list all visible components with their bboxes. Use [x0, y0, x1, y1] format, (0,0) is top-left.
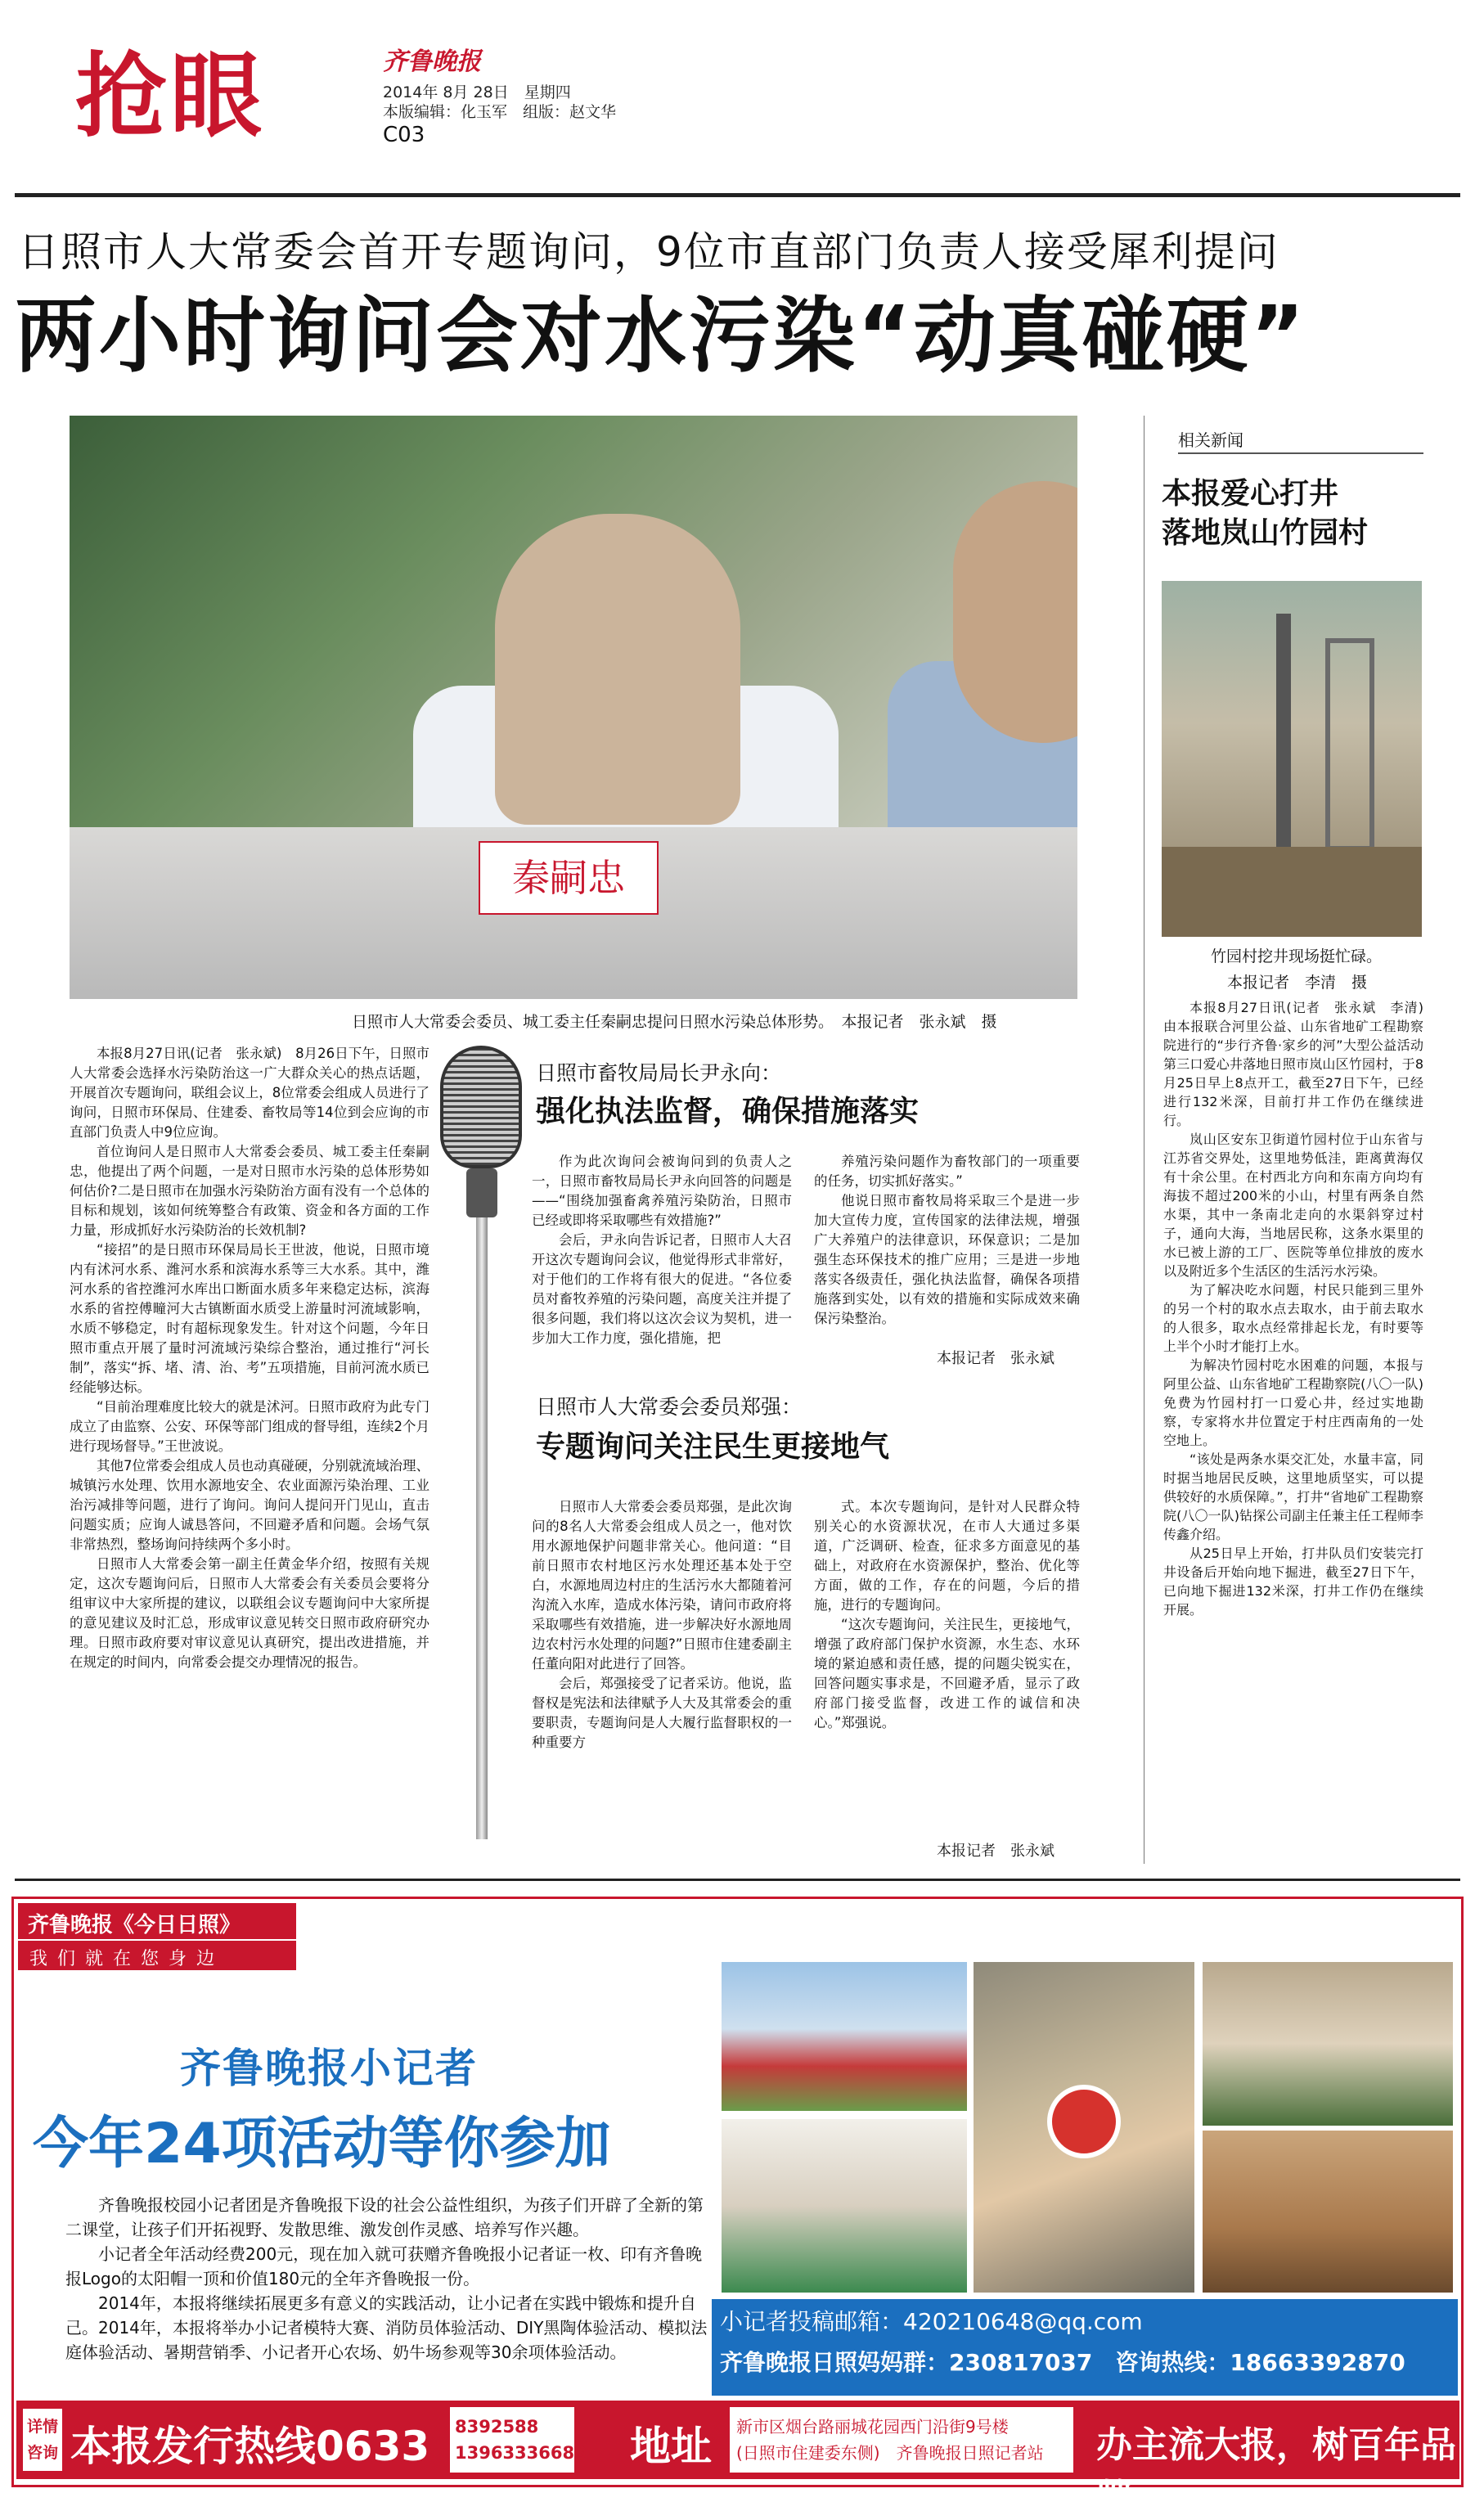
paragraph: 齐鲁晚报校园小记者团是齐鲁晚报下设的社会公益性组织，为孩子们开辟了全新的第二课堂，让孩子们开拓视野、发散思维、激发创作灵感、培养写作兴趣。 — [65, 2195, 704, 2239]
paragraph: 他说日照市畜牧局将采取三个是进一步加大宣传力度，宣传国家的法律法规，增强广大养殖户的法律意识，环保意识；二是加强生态环保技术的推广应用；三是进一步地落实各级责任，强化执法监督，确保各项措施落到实处，以有效的措施和实际成效来确保污染整治。 — [814, 1193, 1080, 1326]
paragraph: 为了解决吃水问题，村民只能到三里外的另一个村的取水点去取水，由于前去取水的人很多，取水点经常排起长龙，有时要等上半个小时才能打上水。 — [1163, 1282, 1423, 1354]
photo-caption: 日照市人大常委会委员、城工委主任秦嗣忠提问日照水污染总体形势。 本报记者 张永斌 摄 — [352, 1013, 997, 1031]
paragraph: “目前治理难度比较大的就是沭河。日照市政府为此专门成立了由监察、公安、环保等部门组成的督导组，连续2个月进行现场督导。”王世波说。 — [70, 1399, 429, 1454]
sub-story-2-title: 专题询问关注民生更接地气 — [536, 1430, 890, 1464]
contact-value: 230817037 — [949, 2349, 1093, 2376]
paragraph: 从25日早上开始，打井队员们安装完打井设备后开始向地下掘进，截至27日下午，已向地下掘进132米深，打井工作仍在继续开展。 — [1163, 1546, 1423, 1618]
paragraph: 岚山区安东卫街道竹园村位于山东省与江苏省交界处，这里地势低洼，距离黄海仅有十余公里。在村西北方向和东南方向均有海拔不超过200米的小山，村里有两条自然水渠，其中一条南北走向的水渠斜穿过村子，通向大海，当地居民称，这条水渠里的水已被上游的工厂、医院等单位排放的废水以及附近多个生活区的生活污水污染。 — [1163, 1132, 1423, 1279]
hotline-label: 本报发行热线0633 — [70, 2423, 430, 2470]
address-label: 地址 — [630, 2423, 712, 2470]
paragraph: 为解决竹园村吃水困难的问题，本报与阿里公益、山东省地矿工程勘察院(八〇一队)免费为竹园村打一口爱心井，经过实地勘察，专家将水井位置定于村庄西南角的一处空地上。 — [1163, 1357, 1423, 1448]
sidebar-photo-credit: 本报记者 李清 摄 — [1227, 974, 1368, 992]
ad-photo-kids — [1203, 1962, 1453, 2126]
ad-photo-pottery — [1203, 2131, 1453, 2293]
paragraph: 日照市人大常委会第一副主任黄金华介绍，按照有关规定，这次专题询问后，日照市人大常委会有关委员会要将分组审议中大家所提的建议，以联组会议专题询问中大家所提的意见建议及时汇总，形成审议意见转交日照市政府研究办理。日照市政府要对审议意见认真研究，提出改进措施，并在规定的时间内，向常委会提交办理情况的报告。 — [70, 1556, 429, 1670]
contact-group-hotline — [720, 2345, 1405, 2378]
paragraph: 小记者全年活动经费200元，现在加入就可获赠齐鲁晚报小记者证一枚、印有齐鲁晚报Logo的太阳帽一顶和价值180元的全年齐鲁晚报一份。 — [65, 2244, 703, 2288]
address-line: (日照市住建委东侧) 齐鲁晚报日照记者站 — [736, 2443, 1044, 2463]
ad-title-main: 今年24项活动等你参加 — [33, 2112, 611, 2176]
hotline-number: 13963336688 — [455, 2443, 587, 2463]
section-title: 抢眼 — [75, 43, 265, 150]
microphone-handle-icon — [466, 1168, 497, 1217]
paragraph: 养殖污染问题作为畜牧部门的一项重要的任务，切实抓好落实。” — [814, 1154, 1080, 1189]
ad-slogan: 我们就在您身边 — [18, 1941, 296, 1970]
sidebar-caption: 竹园村挖井现场挺忙碌。 — [1211, 947, 1383, 965]
contact-label: 咨询热线： — [1115, 2349, 1230, 2376]
ad-photo-group — [722, 1962, 967, 2111]
hotline-numbers — [450, 2407, 587, 2473]
paragraph: “这次专题询问，关注民生，更接地气，增强了政府部门保护水资源，水生态、水环境的紧迫感和责任感，提的问题尖锐实在，回答问题实事求是，不回避矛盾，显示了政府部门接受监督，改进工作的诚信和决心。”郑强说。 — [814, 1617, 1080, 1730]
sub-story-2-kicker: 日照市人大常委会委员郑强： — [536, 1395, 803, 1419]
ad-photo-class — [722, 2119, 967, 2293]
details-tag — [23, 2409, 62, 2471]
date-line: 2014年 8月 28日 星期四 — [383, 83, 571, 101]
paragraph: 首位询问人是日照市人大常委会委员、城工委主任秦嗣忠，他提出了两个问题，一是对日照市水污染的总体形势如何估价?二是日照市在加强水污染防治方面有没有一个总体的目标和规划，该如何统筹整合有政策、资金和各方面的工作力量，形成抓好水污染防治的长效机制? — [70, 1144, 429, 1238]
sub-story-1-kicker: 日照市畜牧局局长尹永向： — [536, 1061, 782, 1085]
page-number: C03 — [383, 123, 425, 147]
sidebar-headline — [1162, 475, 1432, 553]
paragraph: 会后，尹永向告诉记者，日照市人大召开这次专题询问会议，他觉得形式非常好，对于他们的工作将有很大的促进。“各位委员对畜牧养殖的污染问题，高度关注并提了很多问题，我们将以这次会议为契机，进一步加大工作力度，强化措施，把 — [532, 1232, 792, 1346]
ad-title: 齐鲁晚报小记者 — [180, 2045, 478, 2092]
paragraph: 会后，郑强接受了记者采访。他说，监督权是宪法和法律赋予人大及其常委会的重要职责，专题询问是人大履行监督职权的一种重要方 — [532, 1676, 792, 1750]
paragraph: 2014年，本报将继续拓展更多有意义的实践活动，让小记者在实践中锻炼和提升自己。2014年，本报将举办小记者模特大赛、消防员体验活动、DIY黑陶体验活动、模拟法庭体验活动、暑期营销季、小记者开心农场、奶牛场参观等30余项体验活动。 — [65, 2293, 708, 2362]
paragraph: 本报8月27日讯(记者 张永斌 李清) 由本报联合河里公益、山东省地矿工程勘察院进行的“步行齐鲁·家乡的河”大型公益活动第三口爱心井落地日照市岚山区竹园村，于8月25日早上8点开工，截至27日下午，已经进行132米深，目前打井工作仍在继续进行。 — [1163, 1000, 1437, 1128]
contact-value: 420210648@qq.com — [903, 2308, 1143, 2335]
sub-story-2-col1 — [532, 1497, 792, 1753]
paragraph: 作为此次询问会被询问到的负责人之一，日照市畜牧局局长尹永向回答的问题是——“围绕加强畜禽养殖污染防治，日照市已经或即将采取哪些有效措施?” — [532, 1154, 792, 1228]
details-tag-line: 咨询 — [26, 2444, 58, 2462]
ad-bottom-bar — [16, 2401, 1459, 2518]
editor-line: 本版编辑：化玉军 组版：赵文华 — [383, 103, 617, 121]
address-line: 新市区烟台路丽城花园西门沿街9号楼 — [736, 2417, 1009, 2437]
hotline-number: 8392588 — [455, 2417, 539, 2437]
paragraph: “该处是两条水渠交汇处，水量丰富，同时据当地居民反映，这里地质坚实，可以提供较好的水质保障。”，打井“省地矿工程勘察院(八〇一队)钻探公司副主任兼主任工程师李传鑫介绍。 — [1163, 1451, 1423, 1542]
contact-label: 齐鲁晚报日照妈妈群： — [720, 2349, 950, 2376]
details-tag-line: 详情 — [26, 2418, 58, 2436]
sub-story-1-col1 — [532, 1152, 792, 1348]
microphone-icon — [440, 1046, 522, 1168]
ad-divider — [15, 1879, 1460, 1881]
byline: 本报记者 张永斌 — [937, 1843, 1055, 1860]
sub-story-2-col2 — [814, 1497, 1080, 1733]
main-article-body — [70, 1044, 429, 1672]
address-box — [730, 2407, 1073, 2473]
ad-body — [65, 2193, 712, 2365]
sidebar-headline-line: 落地岚山竹园村 — [1162, 516, 1369, 550]
paragraph: “接招”的是日照市环保局局长王世波，他说，日照市境内有沭河水系、潍河水系和滨海水系等三大水系。其中，潍河水系的省控潍河水库出口断面水质多年来稳定达标，滨海水系的省控傅疃河大古镇断面水质受上游量时河流域影响，水质不够稳定，时有超标现象发生。针对这个问题，今年日照市重点开展了量时河流域污染综合整治，通过推行“河长制”，落实“拆、堵、清、治、考”五项措施，目前河流水质已经能够达标。 — [70, 1242, 429, 1395]
headline: 两小时询问会对水污染“动真碰硬” — [15, 288, 1307, 384]
sidebar-headline-line: 本报爱心打井 — [1162, 477, 1339, 511]
byline: 本报记者 张永斌 — [937, 1350, 1055, 1367]
header-rule — [15, 193, 1460, 197]
sidebar-photo — [1162, 581, 1422, 937]
main-photo — [70, 416, 1077, 999]
motto: 办主流大报，树百年品牌 — [1096, 2424, 1456, 2518]
paragraph: 日照市人大常委会委员郑强，是此次询问的8名人大常委会组成人员之一，他对饮用水源地保护问题非常关心。他问道：“目前日照市农村地区污水处理还基本处于空白，水源地周边村庄的生活污水大都随着河沟流入水库，造成水体污染，请问市政府将采取哪些有效措施，进一步解决好水源地周边农村污水处理的问题?”日照市住建委副主任董向阳对此进行了回答。 — [532, 1499, 792, 1672]
ad-contact-panel — [712, 2299, 1458, 2396]
nameplate: 秦嗣忠 — [479, 841, 659, 915]
ad-photo-climbing — [974, 1962, 1194, 2293]
sub-story-1-title: 强化执法监督，确保措施落实 — [536, 1095, 920, 1128]
contact-label: 小记者投稿邮箱： — [720, 2308, 904, 2335]
paragraph: 本报8月27日讯(记者 张永斌) 8月26日下午，日照市人大常委会选择水污染防治这一广大群众关心的热点话题，开展首次专题询问，联组会议上，8位常委会组成人员进行了询问，日照市环保局、住建委、畜牧局等14位到会应询的市直部门负责人中9位应询。 — [70, 1046, 429, 1140]
paragraph: 式。本次专题询问，是针对人民群众特别关心的水资源状况，在市人大通过多渠道，广泛调研、检查，征求多方面意见的基础上，对政府在水资源保护，整治、优化等方面，做的工作，存在的问题，今后的措施，进行的专题询问。 — [814, 1499, 1080, 1613]
contact-value: 18663392870 — [1230, 2349, 1405, 2376]
subheadline: 日照市人大常委会首开专题询问，9位市直部门负责人接受犀利提问 — [18, 228, 1279, 276]
contact-email — [720, 2304, 1143, 2337]
paragraph: 其他7位常委会组成人员也动真碰硬，分别就流域治理、城镇污水处理、饮用水源地安全、农业面源污染治理、工业治污减排等问题，进行了询问。询问人提问开门见山，直击问题实质；应询人诚恳答问，不回避矛盾和问题。会场气氛非常热烈，整场询问持续两个多小时。 — [70, 1458, 429, 1552]
related-news-label: 相关新闻 — [1178, 427, 1423, 454]
microphone-stand-icon — [476, 1168, 488, 1839]
ad-logo: 齐鲁晚报《今日日照》 — [18, 1903, 296, 1939]
sub-story-1-col2 — [814, 1152, 1080, 1329]
sidebar-body — [1163, 998, 1437, 1619]
paper-logo: 齐鲁晚报 — [383, 47, 481, 76]
